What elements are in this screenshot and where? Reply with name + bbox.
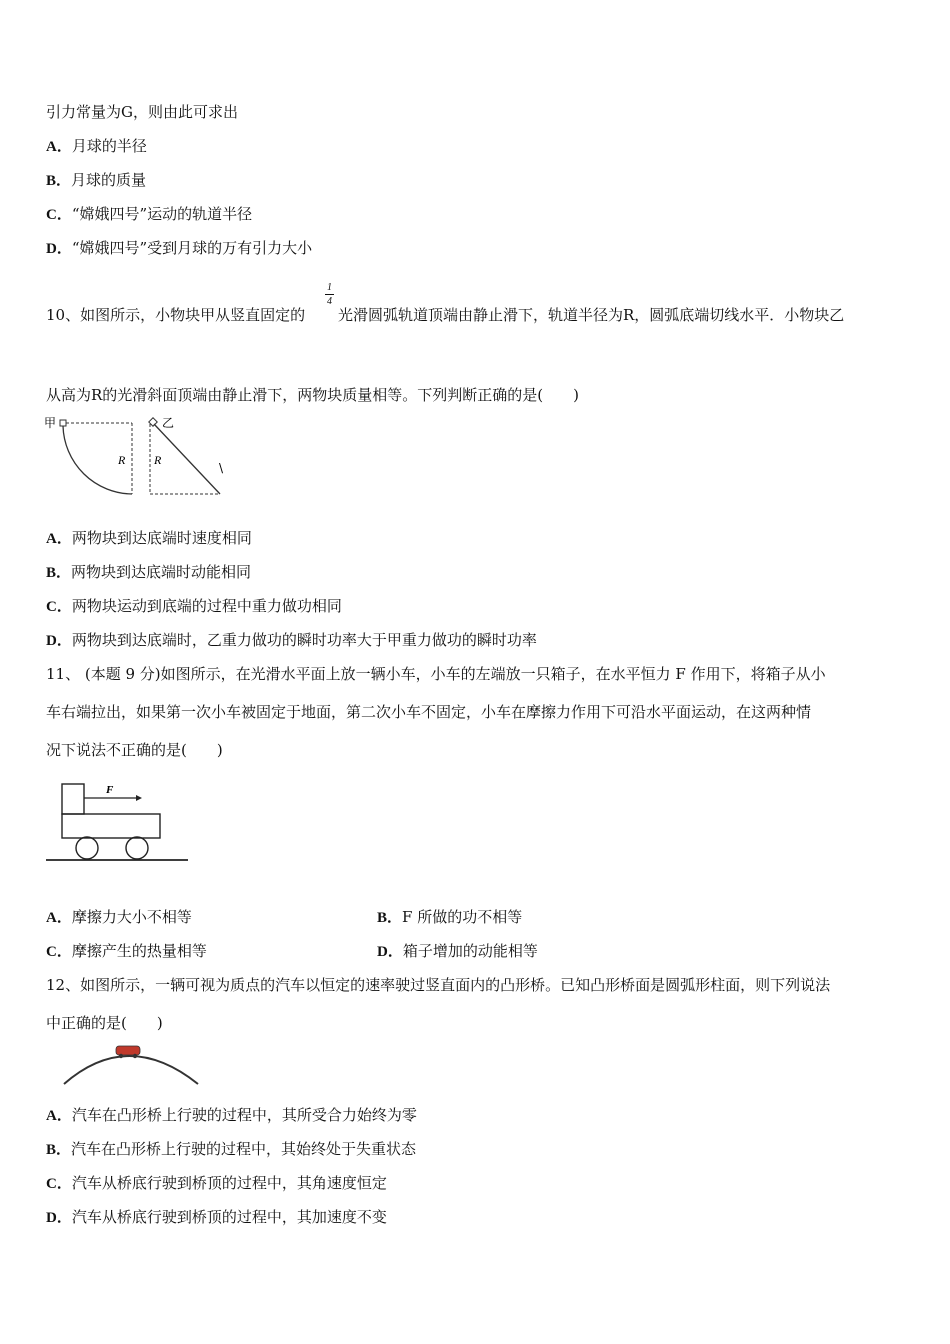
q10-fraction-denominator: 4 [327,296,332,307]
option-letter: B． [46,1142,72,1158]
q9-option-c[interactable]: C．“嫦娥四号”运动的轨道半径 [46,205,253,223]
option-letter: A． [46,1108,72,1124]
q12-car-wheel-right [133,1054,137,1058]
q11-cart-wheel-right [126,837,148,859]
q10-figure-label-yi: 乙 [162,416,175,430]
q11-force-label: F [106,784,114,796]
q10-option-d[interactable]: D．两物块到达底端时，乙重力做功的瞬时功率大于甲重力做功的瞬时功率 [46,631,537,649]
option-letter: B． [46,565,72,581]
q10-fraction-bar [325,294,334,295]
option-letter: D． [46,241,72,257]
q12-option-c[interactable]: C．汽车从桥底行驶到桥顶的过程中，其角速度恒定 [46,1174,387,1192]
option-letter: A． [46,910,72,926]
q11-cart-wheel-left [76,837,98,859]
q10-label-r-arc: R [118,453,126,467]
q10-stem-part2: 光滑圆弧轨道顶端由静止滑下，轨道半径为R，圆弧底端切线水平．小物块乙 [338,306,845,324]
q9-option-b[interactable]: B．月球的质量 [46,171,147,189]
q10-option-b[interactable]: B．两物块到达底端时动能相同 [46,563,252,581]
q10-fraction-numerator: 1 [327,282,332,293]
q12-car [116,1046,140,1055]
q10-option-a[interactable]: A．两物块到达底端时速度相同 [46,529,252,547]
q10-stray-mark: \ [219,461,224,475]
q11-option-d[interactable]: D．箱子增加的动能相等 [377,942,538,960]
q9-option-a[interactable]: A．月球的半径 [46,137,147,155]
option-letter: A． [46,531,72,547]
q10-label-r-incline: R [154,453,162,467]
option-letter: B． [377,910,403,926]
q11-option-b[interactable]: B．F 所做的功不相等 [377,908,523,926]
q11-stem-line3: 况下说法不正确的是( ) [46,741,223,759]
q10-stem-line2: 从高为R的光滑斜面顶端由静止滑下，两物块质量相等。下列判断正确的是( ) [46,386,580,404]
q9-option-d[interactable]: D．“嫦娥四号”受到月球的万有引力大小 [46,239,313,257]
q11-option-c[interactable]: C．摩擦产生的热量相等 [46,942,207,960]
option-letter: C． [46,599,72,615]
q12-bridge-arc [64,1056,198,1084]
q11-figure [44,778,194,870]
q11-stem-line1: 11、 (本题 9 分)如图所示，在光滑水平面上放一辆小车，小车的左端放一只箱子，在水平恒力 F 作用下，将箱子从小 [46,665,826,683]
option-letter: C． [46,944,72,960]
q12-stem-line1: 12、如图所示，一辆可视为质点的汽车以恒定的速率驶过竖直面内的凸形桥。已知凸形桥面是圆弧形柱面，则下列说法 [46,976,831,994]
option-letter: C． [46,207,72,223]
q12-option-a[interactable]: A．汽车在凸形桥上行驶的过程中，其所受合力始终为零 [46,1106,417,1124]
option-letter: D． [377,944,403,960]
q11-force-arrow-head [136,795,142,801]
q12-option-b[interactable]: B．汽车在凸形桥上行驶的过程中，其始终处于失重状态 [46,1140,417,1158]
q11-stem-line2: 车右端拉出，如果第一次小车被固定于地面，第二次小车不固定，小车在摩擦力作用下可沿水平面运动，在这两种情 [46,703,812,721]
option-letter: C． [46,1176,72,1192]
option-letter: B． [46,173,72,189]
q10-option-c[interactable]: C．两物块运动到底端的过程中重力做功相同 [46,597,342,615]
option-letter: D． [46,1210,72,1226]
q11-option-a[interactable]: A．摩擦力大小不相等 [46,908,192,926]
q10-figure [40,412,240,502]
option-letter: A． [46,139,72,155]
q10-stem-part1: 10、如图所示，小物块甲从竖直固定的 [46,306,306,324]
q11-box [62,784,84,814]
q10-block-jia [60,420,66,426]
q10-incline [154,424,220,494]
q12-car-wheel-left [119,1054,123,1058]
q12-figure [58,1038,204,1088]
q11-cart-body [62,814,160,838]
q9-stem: 引力常量为G，则由此可求出 [46,103,238,121]
option-letter: D． [46,633,72,649]
q12-stem-line2: 中正确的是( ) [46,1014,163,1032]
q10-figure-label-jia: 甲 [44,416,57,430]
q12-option-d[interactable]: D．汽车从桥底行驶到桥顶的过程中，其加速度不变 [46,1208,387,1226]
